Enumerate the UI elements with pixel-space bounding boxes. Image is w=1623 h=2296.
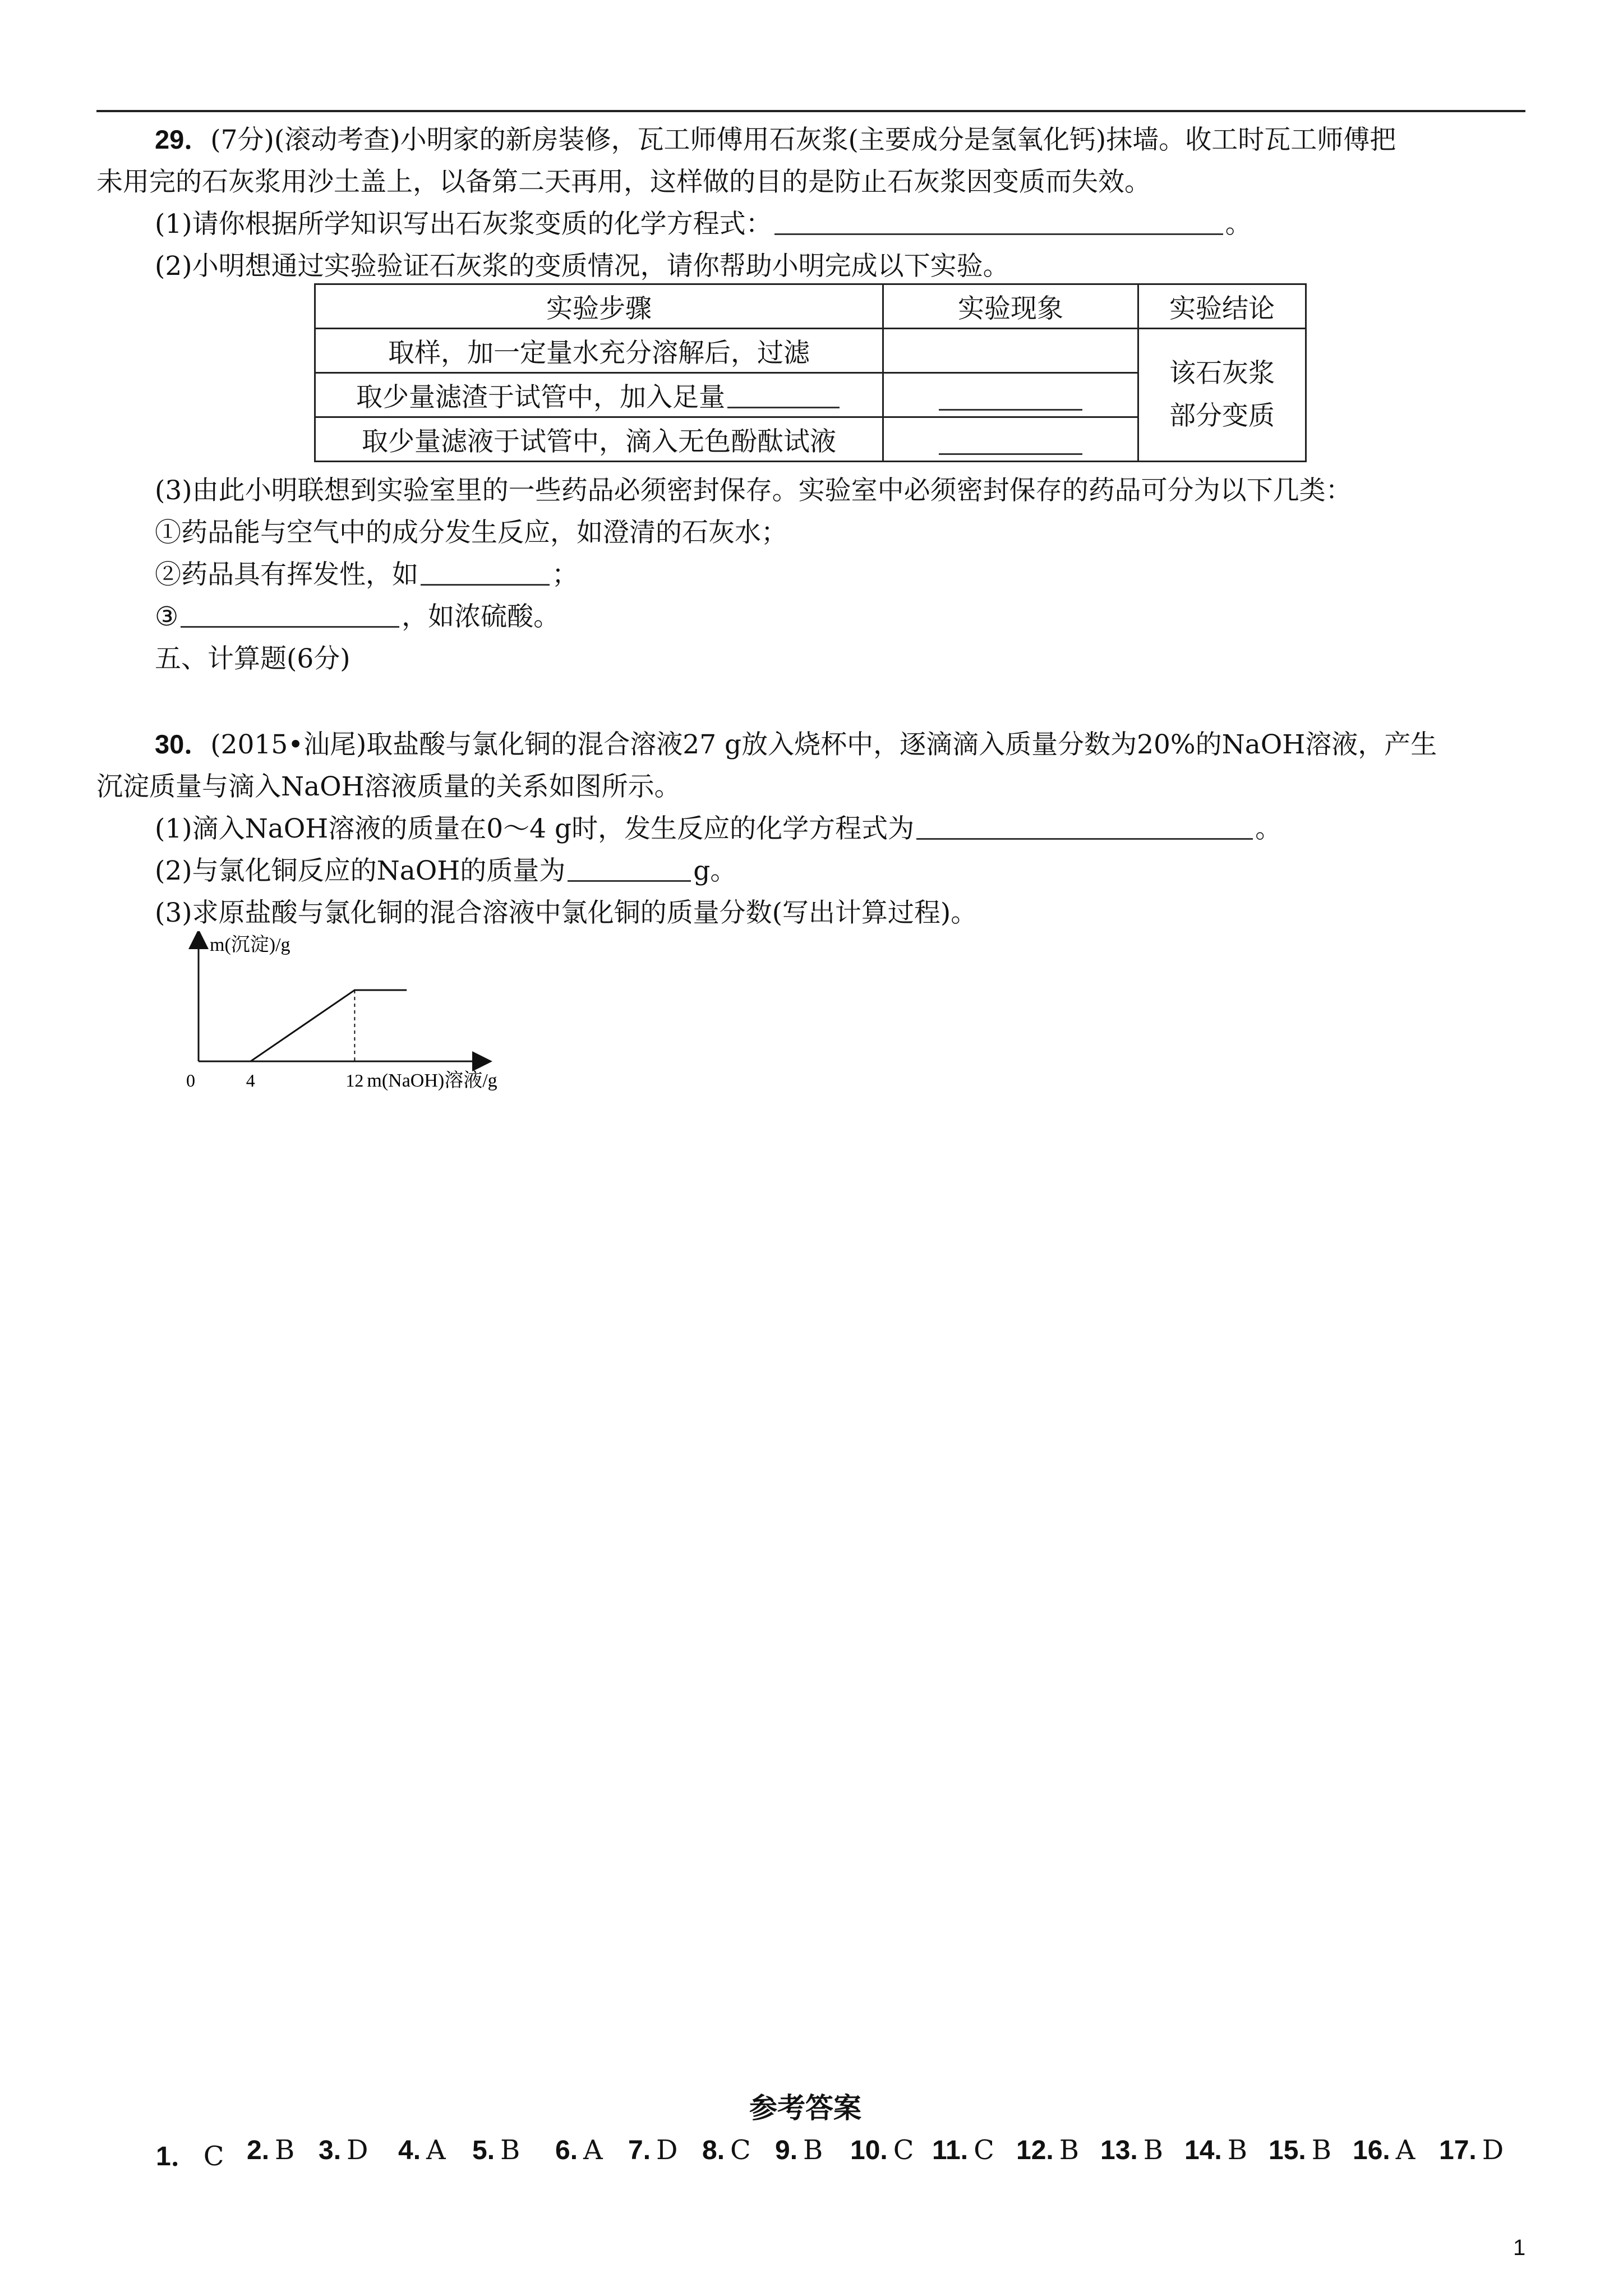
q29-part2: (2)小明想通过实验验证石灰浆的变质情况，请你帮助小明完成以下实验。 [155, 251, 1009, 282]
header-phenomenon: 实验现象 [883, 284, 1138, 329]
answer-value: B [275, 2134, 295, 2166]
phenomenon-1 [883, 329, 1138, 373]
conclusion-line1: 该石灰浆 [1169, 358, 1275, 389]
answer-value: C [893, 2134, 914, 2166]
phenomenon-3 [883, 417, 1138, 462]
phenomenon-3-blank[interactable] [939, 453, 1082, 455]
q29-intro-line2: 未用完的石灰浆用沙土盖上，以备第二天再用，这样做的目的是防止石灰浆因变质而失效。 [96, 167, 1151, 197]
answer-item [1439, 2134, 1504, 2166]
answer-number: 6. [555, 2136, 578, 2165]
answer-value: B [803, 2134, 823, 2166]
answer-number: 4. [398, 2136, 421, 2165]
x-tick-label: 12 [345, 1070, 364, 1091]
answer-value: A [1395, 2134, 1415, 2166]
q29-number: 29． [155, 125, 211, 154]
q30-part2-blank[interactable] [568, 880, 691, 882]
answer-value: A [583, 2134, 603, 2166]
answer-number: 14. [1184, 2136, 1222, 2165]
answer-number: 2. [247, 2136, 270, 2165]
answer-value: B [1227, 2134, 1248, 2166]
answer-item [156, 2134, 224, 2173]
answer-item [1269, 2134, 1331, 2166]
answer-value: D [347, 2134, 368, 2166]
q29-item3-marker: ③ [155, 601, 179, 632]
answer-number: 1． [156, 2142, 198, 2171]
y-axis-label: m(沉淀)/g [210, 935, 291, 955]
q29-intro-line1 [155, 119, 1396, 157]
answer-item [247, 2134, 294, 2166]
q30-part3: (3)求原盐酸与氯化铜的混合溶液中氯化铜的质量分数(写出计算过程)。 [155, 898, 978, 928]
top-rule [96, 110, 1525, 112]
x-tick-label: 4 [246, 1070, 255, 1091]
q30-part1 [155, 808, 1281, 845]
answer-value: B [1143, 2134, 1164, 2166]
step-2 [315, 373, 883, 417]
q29-part1 [155, 203, 1252, 241]
q29-part1-text: (1)请你根据所学知识写出石灰浆变质的化学方程式： [155, 209, 772, 240]
answer-number: 15. [1269, 2136, 1306, 2165]
q30-part2-text: (2)与氯化铜反应的NaOH的质量为 [155, 855, 566, 886]
answer-value: A [426, 2134, 446, 2166]
answer-item [472, 2134, 520, 2166]
answer-item [319, 2134, 368, 2166]
q30-part1-end: 。 [1255, 813, 1282, 844]
precipitate-chart [185, 931, 499, 1111]
q29-item1: ①药品能与空气中的成分发生反应，如澄清的石灰水； [155, 517, 787, 548]
answer-item [1100, 2134, 1163, 2166]
series-line [199, 990, 407, 1061]
answer-value: B [500, 2134, 520, 2166]
answer-item [555, 2134, 603, 2166]
answer-number: 7. [628, 2136, 651, 2165]
q29-part3: (3)由此小明联想到实验室里的一些药品必须密封保存。实验室中必须密封保存的药品可分为以下几类： [155, 475, 1352, 506]
q29-item3-text: ，如浓硫酸。 [402, 601, 560, 632]
answer-item [850, 2134, 914, 2166]
answer-number: 5. [472, 2136, 495, 2165]
answer-item [628, 2134, 678, 2166]
phenomenon-2 [883, 373, 1138, 417]
q29-item2-end: ； [552, 559, 578, 590]
step-3: 取少量滤液于试管中，滴入无色酚酞试液 [315, 417, 883, 462]
answer-item [932, 2134, 994, 2166]
q29-item3 [155, 596, 560, 633]
answer-number: 3. [319, 2136, 342, 2165]
answer-number: 17. [1439, 2136, 1477, 2165]
header-steps: 实验步骤 [315, 284, 883, 329]
answer-number: 8. [702, 2136, 725, 2165]
answer-value: B [1311, 2134, 1332, 2166]
table-header-row [315, 284, 1306, 329]
answer-item [1184, 2134, 1247, 2166]
x-axis-label: m(NaOH)溶液/g [367, 1070, 497, 1091]
q30-part2-unit: g。 [693, 855, 737, 886]
experiment-table [314, 283, 1307, 462]
q30-intro-line2: 沉淀质量与滴入NaOH溶液质量的关系如图所示。 [96, 771, 681, 802]
q30-part2 [155, 850, 736, 887]
answer-value: D [1482, 2134, 1504, 2166]
conclusion-line2: 部分变质 [1169, 401, 1275, 431]
answer-number: 12. [1016, 2136, 1054, 2165]
q29-item2-blank[interactable] [421, 583, 550, 586]
q30-part1-blank[interactable] [916, 838, 1253, 840]
answer-title: 参考答案 [749, 2091, 861, 2124]
step-2-blank[interactable] [727, 406, 840, 408]
answer-item [1016, 2134, 1079, 2166]
q29-item2 [155, 554, 578, 591]
q29-part1-end: 。 [1225, 209, 1252, 240]
q29-intro-text1: (7分)(滚动考查)小明家的新房装修，瓦工师傅用石灰浆(主要成分是氢氧化钙)抹墙。收工时瓦工师傅把 [210, 125, 1396, 155]
q30-part1-text: (1)滴入NaOH溶液的质量在0～4 g时，发生反应的化学方程式为 [155, 813, 915, 844]
answer-number: 11. [932, 2136, 969, 2165]
answer-value: D [656, 2134, 678, 2166]
answer-number: 13. [1100, 2136, 1138, 2165]
step-1: 取样，加一定量水充分溶解后，过滤 [315, 329, 883, 373]
conclusion-cell [1138, 329, 1306, 462]
answer-value: B [1059, 2134, 1080, 2166]
table-row [315, 329, 1306, 373]
header-conclusion: 实验结论 [1138, 284, 1306, 329]
answer-value: C [730, 2134, 751, 2166]
answer-value: C [203, 2141, 224, 2172]
q29-item3-blank[interactable] [181, 625, 399, 628]
section-5-heading: 五、计算题(6分) [155, 643, 351, 674]
q30-intro-text1: (2015•汕尾)取盐酸与氯化铜的混合溶液27 g放入烧杯中，逐滴滴入质量分数为20%的NaOH溶液，产生 [210, 729, 1437, 760]
answer-item [775, 2134, 823, 2166]
q29-part1-answer-blank[interactable] [774, 233, 1223, 235]
x-tick-label: 0 [186, 1070, 195, 1091]
page-number: 1 [1513, 2235, 1526, 2260]
answer-number: 10. [850, 2136, 888, 2165]
answer-value: C [974, 2134, 994, 2166]
answer-item [702, 2134, 751, 2166]
answer-item [398, 2134, 446, 2166]
q30-number: 30． [155, 729, 211, 759]
answer-item [1353, 2134, 1415, 2166]
q29-item2-text: ②药品具有挥发性，如 [155, 559, 418, 590]
phenomenon-2-blank[interactable] [939, 408, 1082, 411]
answer-number: 9. [775, 2136, 798, 2165]
answer-number: 16. [1353, 2136, 1390, 2165]
step-2-text: 取少量滤渣于试管中，加入足量 [356, 381, 725, 413]
q30-intro-line1 [155, 724, 1437, 761]
